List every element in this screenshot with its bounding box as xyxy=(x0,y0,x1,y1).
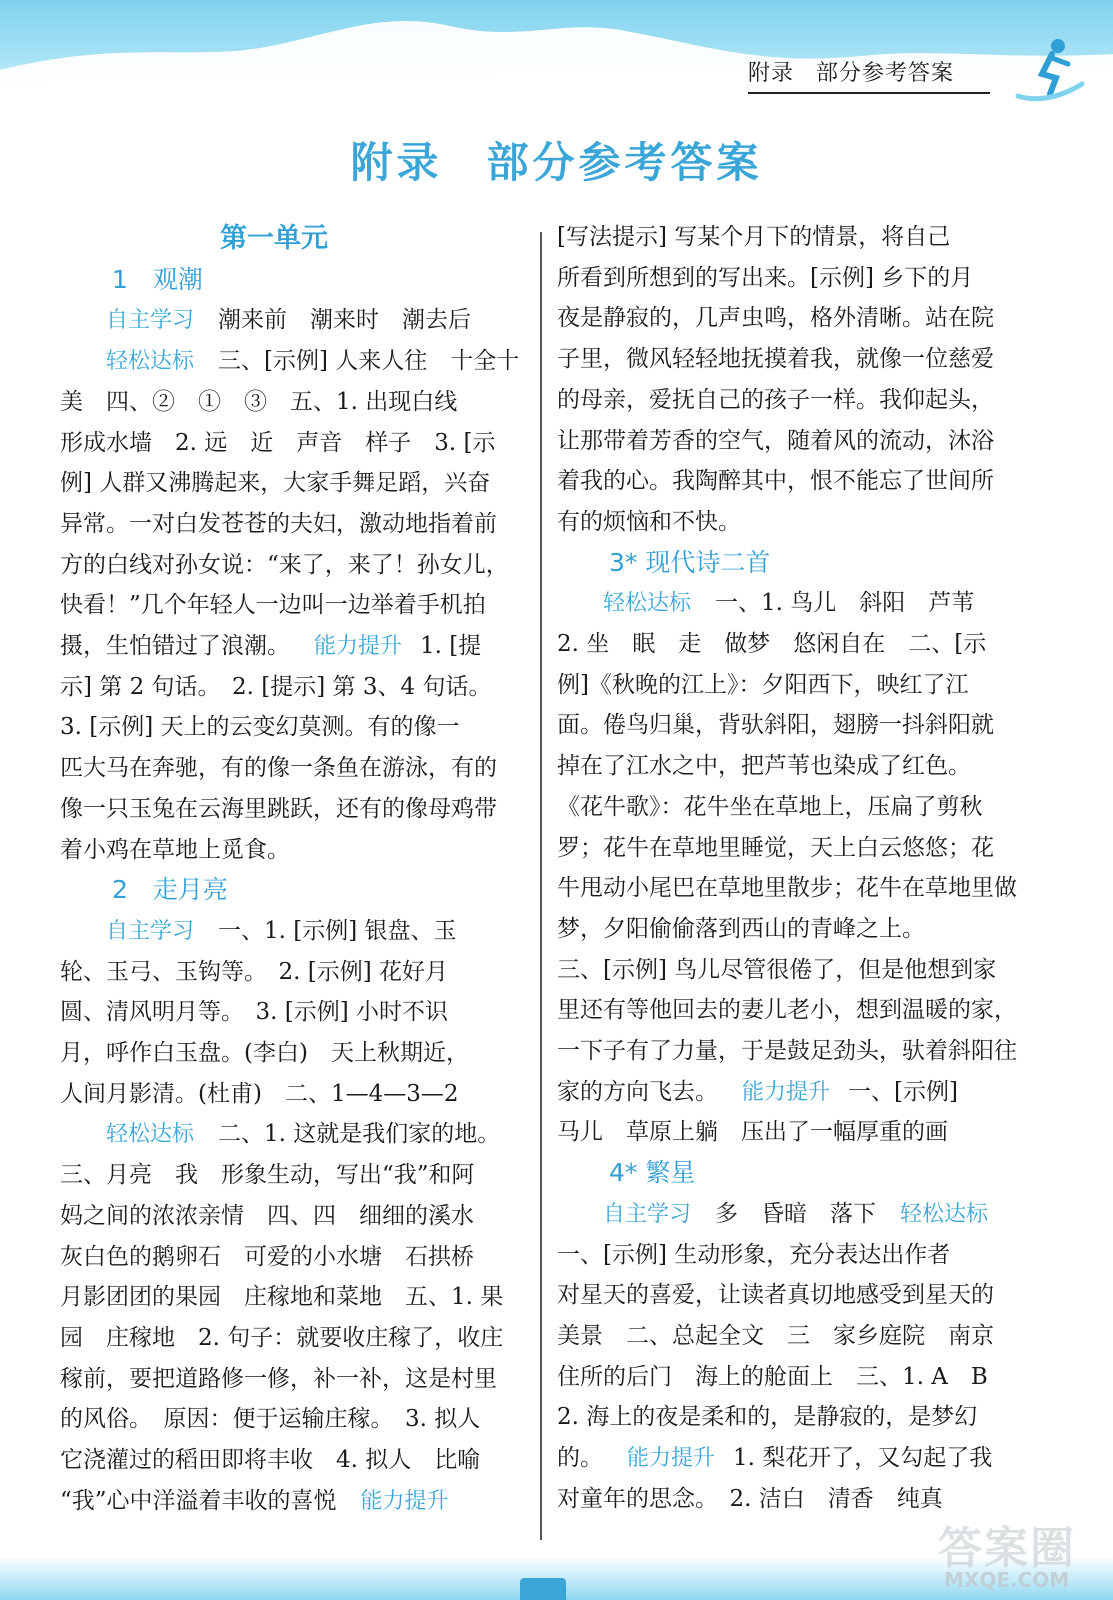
answer-line xyxy=(106,1119,500,1150)
answer-line xyxy=(60,1079,458,1109)
answer-text: 三、[示例] 人来人往 十全十 xyxy=(218,348,520,375)
answer-text: 月，呼作白玉盘。(李白) 天上秋期近， xyxy=(60,1040,469,1066)
page-title xyxy=(0,130,1113,190)
answer-text: 掉在了江水之中，把芦苇也染成了红色。 xyxy=(557,753,971,780)
answer-line xyxy=(557,1240,950,1270)
answer-line xyxy=(60,672,491,702)
answer-line xyxy=(603,588,974,619)
answer-line xyxy=(557,303,994,333)
answer-text: 一下子有了力量，于是鼓足劲头，驮着斜阳往 xyxy=(557,1038,1017,1064)
answer-line xyxy=(603,1199,1006,1230)
answer-line xyxy=(60,468,490,498)
lesson-heading xyxy=(609,1158,695,1188)
answer-text: 灰白色的鹅卵石 可爱的小水塘 石拱桥 xyxy=(60,1243,474,1270)
answer-text: 对星天的喜爱，让读者真切地感受到星天的 xyxy=(557,1282,994,1309)
answer-text: 的风俗。 原因：便于运输庄稼。 3. 拟人 xyxy=(60,1406,481,1433)
answer-text: 让那带着芳香的空气，随着风的流动，沐浴 xyxy=(557,427,994,454)
answer-text: 夜是静寂的，几声虫鸣，格外清晰。站在院 xyxy=(557,305,994,332)
section-tag: 能力提升 xyxy=(314,634,403,659)
answer-line xyxy=(106,305,471,336)
answer-text: 2. 海上的夜是柔和的，是静寂的，是梦幻 xyxy=(557,1404,978,1431)
answer-line xyxy=(557,995,1017,1025)
skier-icon xyxy=(1012,34,1088,104)
answer-text: 的。 xyxy=(557,1445,603,1471)
heading-text: 2 走月亮 xyxy=(112,875,228,905)
heading-text: 1 观潮 xyxy=(112,264,203,294)
answer-line xyxy=(557,1036,1017,1066)
answer-line xyxy=(557,833,994,863)
page-title-part2: 部分参考答案 xyxy=(486,138,763,187)
answer-line xyxy=(60,1242,474,1272)
answer-line xyxy=(60,794,497,824)
answer-text: 牛甩动小尾巴在草地里散步；花牛在草地里做 xyxy=(557,875,1017,902)
answer-line xyxy=(557,914,925,944)
answer-text: 方的白线对孙女说：“来了，来了！孙女儿， xyxy=(60,551,509,578)
answer-line xyxy=(557,426,994,456)
running-header xyxy=(748,58,990,94)
answer-line xyxy=(106,916,457,947)
answer-line xyxy=(557,1362,988,1392)
answer-text: 一、[示例] 生动形象，充分表达出作者 xyxy=(557,1241,951,1268)
header-title-text: 部分参考答案 xyxy=(816,61,955,86)
answer-line xyxy=(557,222,950,252)
answer-text: 匹大马在奔驰，有的像一条鱼在游泳，有的 xyxy=(60,755,497,782)
answer-text: 圆、清风明月等。 3. [示例] 小时不识 xyxy=(60,999,449,1026)
answer-line xyxy=(60,957,448,987)
lesson-heading xyxy=(112,875,228,905)
answer-text: 二、1. 这就是我们家的地。 xyxy=(218,1121,501,1148)
answer-line xyxy=(557,1484,943,1514)
answer-line xyxy=(557,751,971,781)
answer-line xyxy=(60,753,497,783)
answer-text: 一、1. [示例] 银盘、玉 xyxy=(218,917,457,944)
answer-text: 多 昏暗 落下 xyxy=(715,1200,877,1227)
unit-heading xyxy=(220,224,328,254)
answer-line xyxy=(557,955,996,985)
answer-line xyxy=(557,670,968,700)
answer-text: 例] 人群又沸腾起来，大家手舞足蹈，兴奋 xyxy=(60,470,491,497)
section-tag: 自主学习 xyxy=(106,918,195,944)
answer-text: 马儿 草原上躺 压出了一幅厚重的画 xyxy=(557,1119,948,1146)
answer-text: 罗；花牛在草地里睡觉，天上白云悠悠；花 xyxy=(557,834,994,861)
answer-text: 三、[示例] 鸟儿尽管很倦了，但是他想到家 xyxy=(557,956,997,983)
answer-text: 面。倦鸟归巢，背驮斜阳，翅膀一抖斜阳就 xyxy=(557,712,994,739)
answer-line xyxy=(557,792,983,822)
answer-text: 2. 坐 眠 走 做梦 悠闲自在 二、[示 xyxy=(557,631,987,657)
watermark-url: MXQE.COM xyxy=(944,1568,1070,1592)
answer-text: 1. [提 xyxy=(420,633,482,659)
page-number-tab xyxy=(520,1578,566,1600)
answer-text: 潮来前 潮来时 潮去后 xyxy=(218,307,472,334)
header-section: 附录 xyxy=(748,61,795,86)
answer-line xyxy=(60,835,290,865)
answer-text: 异常。一对白发苍苍的夫妇，激动地指着前 xyxy=(60,510,497,537)
answer-line xyxy=(557,263,973,293)
answer-text: 子里，微风轻轻地抚摸着我，就像一位慈爱 xyxy=(557,346,994,373)
answer-line xyxy=(60,590,486,620)
answer-text: 的母亲，爱抚自己的孩子一样。我仰起头， xyxy=(557,386,994,413)
answer-text: 轮、玉弓、玉钩等。 2. [示例] 花好月 xyxy=(60,958,449,985)
answer-line xyxy=(557,1117,948,1147)
answer-line xyxy=(60,1160,475,1190)
answer-text: 1. 梨花开了，又勾起了我 xyxy=(733,1445,993,1471)
answer-line xyxy=(60,1038,469,1068)
heading-text: 3* 现代诗二首 xyxy=(609,547,771,577)
answer-text: 3. [示例] 天上的云变幻莫测。有的像一 xyxy=(60,714,460,741)
answer-text: 妈之间的浓浓亲情 四、四 细细的溪水 xyxy=(60,1202,474,1229)
section-tag: 轻松达标 xyxy=(106,349,195,375)
answer-text: 里还有等他回去的妻儿老小，想到温暖的家， xyxy=(557,997,1017,1024)
answer-text: 园 庄稼地 2. 句子：就要收庄稼了，收庄 xyxy=(60,1324,504,1351)
answer-text: 家的方向飞去。 xyxy=(557,1078,718,1105)
answer-line xyxy=(60,1445,480,1475)
answer-text: 一、1. 鸟儿 斜阳 芦苇 xyxy=(715,590,975,617)
answer-text: 稼前，要把道路修一修，补一补，这是村里 xyxy=(60,1365,497,1392)
lesson-heading xyxy=(609,548,770,578)
answer-line xyxy=(60,509,497,539)
answer-line xyxy=(557,710,994,740)
section-tag: 轻松达标 xyxy=(603,591,692,617)
answer-text: 人间月影清。(杜甫) 二、1—4—3—2 xyxy=(60,1080,459,1107)
answer-line xyxy=(557,1280,994,1310)
answer-text: 示] 第 2 句话。 2. [提示] 第 3、4 句话。 xyxy=(60,673,492,700)
answer-line xyxy=(60,1282,503,1312)
answer-line xyxy=(60,1404,480,1434)
answer-line xyxy=(557,385,994,415)
heading-text: 第一单元 xyxy=(220,223,328,254)
section-tag: 能力提升 xyxy=(627,1446,716,1471)
answer-text: 《花牛歌》：花牛坐在草地上，压扁了剪秋 xyxy=(557,793,983,820)
answer-line xyxy=(557,1402,977,1432)
answer-text: 着小鸡在草地上觅食。 xyxy=(60,836,290,863)
page-title-part1: 附录 xyxy=(350,138,443,187)
answer-line xyxy=(557,344,994,374)
answer-text: 快看！”几个年轻人一边叫一边举着手机拍 xyxy=(60,592,486,619)
answer-line xyxy=(60,712,460,742)
answer-text: 一、[示例] xyxy=(848,1078,958,1105)
answer-line xyxy=(60,1323,503,1353)
answer-line xyxy=(557,1443,992,1474)
lesson-heading xyxy=(112,265,203,295)
answer-text: 美 四、② ① ③ 五、1. 出现白线 xyxy=(60,388,458,415)
answer-text: 例]《秋晚的江上》：夕阳西下，映红了江 xyxy=(557,671,969,698)
answer-line xyxy=(60,631,481,662)
answer-text: 它浇灌过的稻田即将丰收 4. 拟人 比喻 xyxy=(60,1447,481,1473)
answer-text: 月影团团的果园 庄稼地和菜地 五、1. 果 xyxy=(60,1284,504,1311)
watermark xyxy=(938,1512,1108,1596)
section-tag: 轻松达标 xyxy=(106,1122,195,1148)
answer-text: 对童年的思念。 2. 洁白 清香 纯真 xyxy=(557,1485,943,1512)
answer-text: 着我的心。我陶醉其中，恨不能忘了世间所 xyxy=(557,468,994,495)
answer-line xyxy=(60,387,457,417)
answer-line xyxy=(60,1486,467,1517)
section-tag: 能力提升 xyxy=(742,1079,831,1105)
section-tag: 自主学习 xyxy=(106,308,195,334)
answer-text: 摄，生怕错过了浪潮。 xyxy=(60,633,290,659)
heading-text: 4* 繁星 xyxy=(609,1158,696,1188)
answer-line xyxy=(60,550,509,580)
answer-line xyxy=(557,507,741,537)
answer-text: 美景 二、总起全文 三 家乡庭院 南京 xyxy=(557,1322,994,1349)
answer-line xyxy=(557,629,986,659)
answer-line xyxy=(557,1321,994,1351)
answer-line xyxy=(60,428,495,458)
answer-text: 三、月亮 我 形象生动，写出“我”和阿 xyxy=(60,1162,475,1189)
answer-text: 所看到所想到的写出来。[示例] 乡下的月 xyxy=(557,264,974,291)
answer-text: 像一只玉兔在云海里跳跃，还有的像母鸡带 xyxy=(60,795,497,822)
answer-text: 有的烦恼和不快。 xyxy=(557,508,741,535)
section-tag: 轻松达标 xyxy=(900,1201,989,1227)
answer-text: 形成水墙 2. 远 近 声音 样子 3. [示 xyxy=(60,429,496,456)
answer-text: [写法提示] 写某个月下的情景，将自己 xyxy=(557,224,951,250)
answer-text: 梦，夕阳偷偷落到西山的青峰之上。 xyxy=(557,915,925,942)
answer-line xyxy=(60,997,448,1027)
answer-text: 住所的后门 海上的舱面上 三、1. A B xyxy=(557,1363,988,1390)
section-tag: 能力提升 xyxy=(360,1488,449,1514)
section-tag: 自主学习 xyxy=(603,1201,692,1227)
answer-line xyxy=(60,1201,474,1231)
answer-line xyxy=(557,873,1017,903)
column-divider xyxy=(540,232,542,1540)
answer-text: “我”心中洋溢着丰收的喜悦 xyxy=(60,1487,337,1514)
answer-line xyxy=(60,1364,497,1394)
answer-line xyxy=(557,1077,958,1108)
answer-line xyxy=(557,466,994,496)
answer-line xyxy=(106,346,519,377)
watermark-mark: 答案圈 xyxy=(938,1523,1076,1574)
